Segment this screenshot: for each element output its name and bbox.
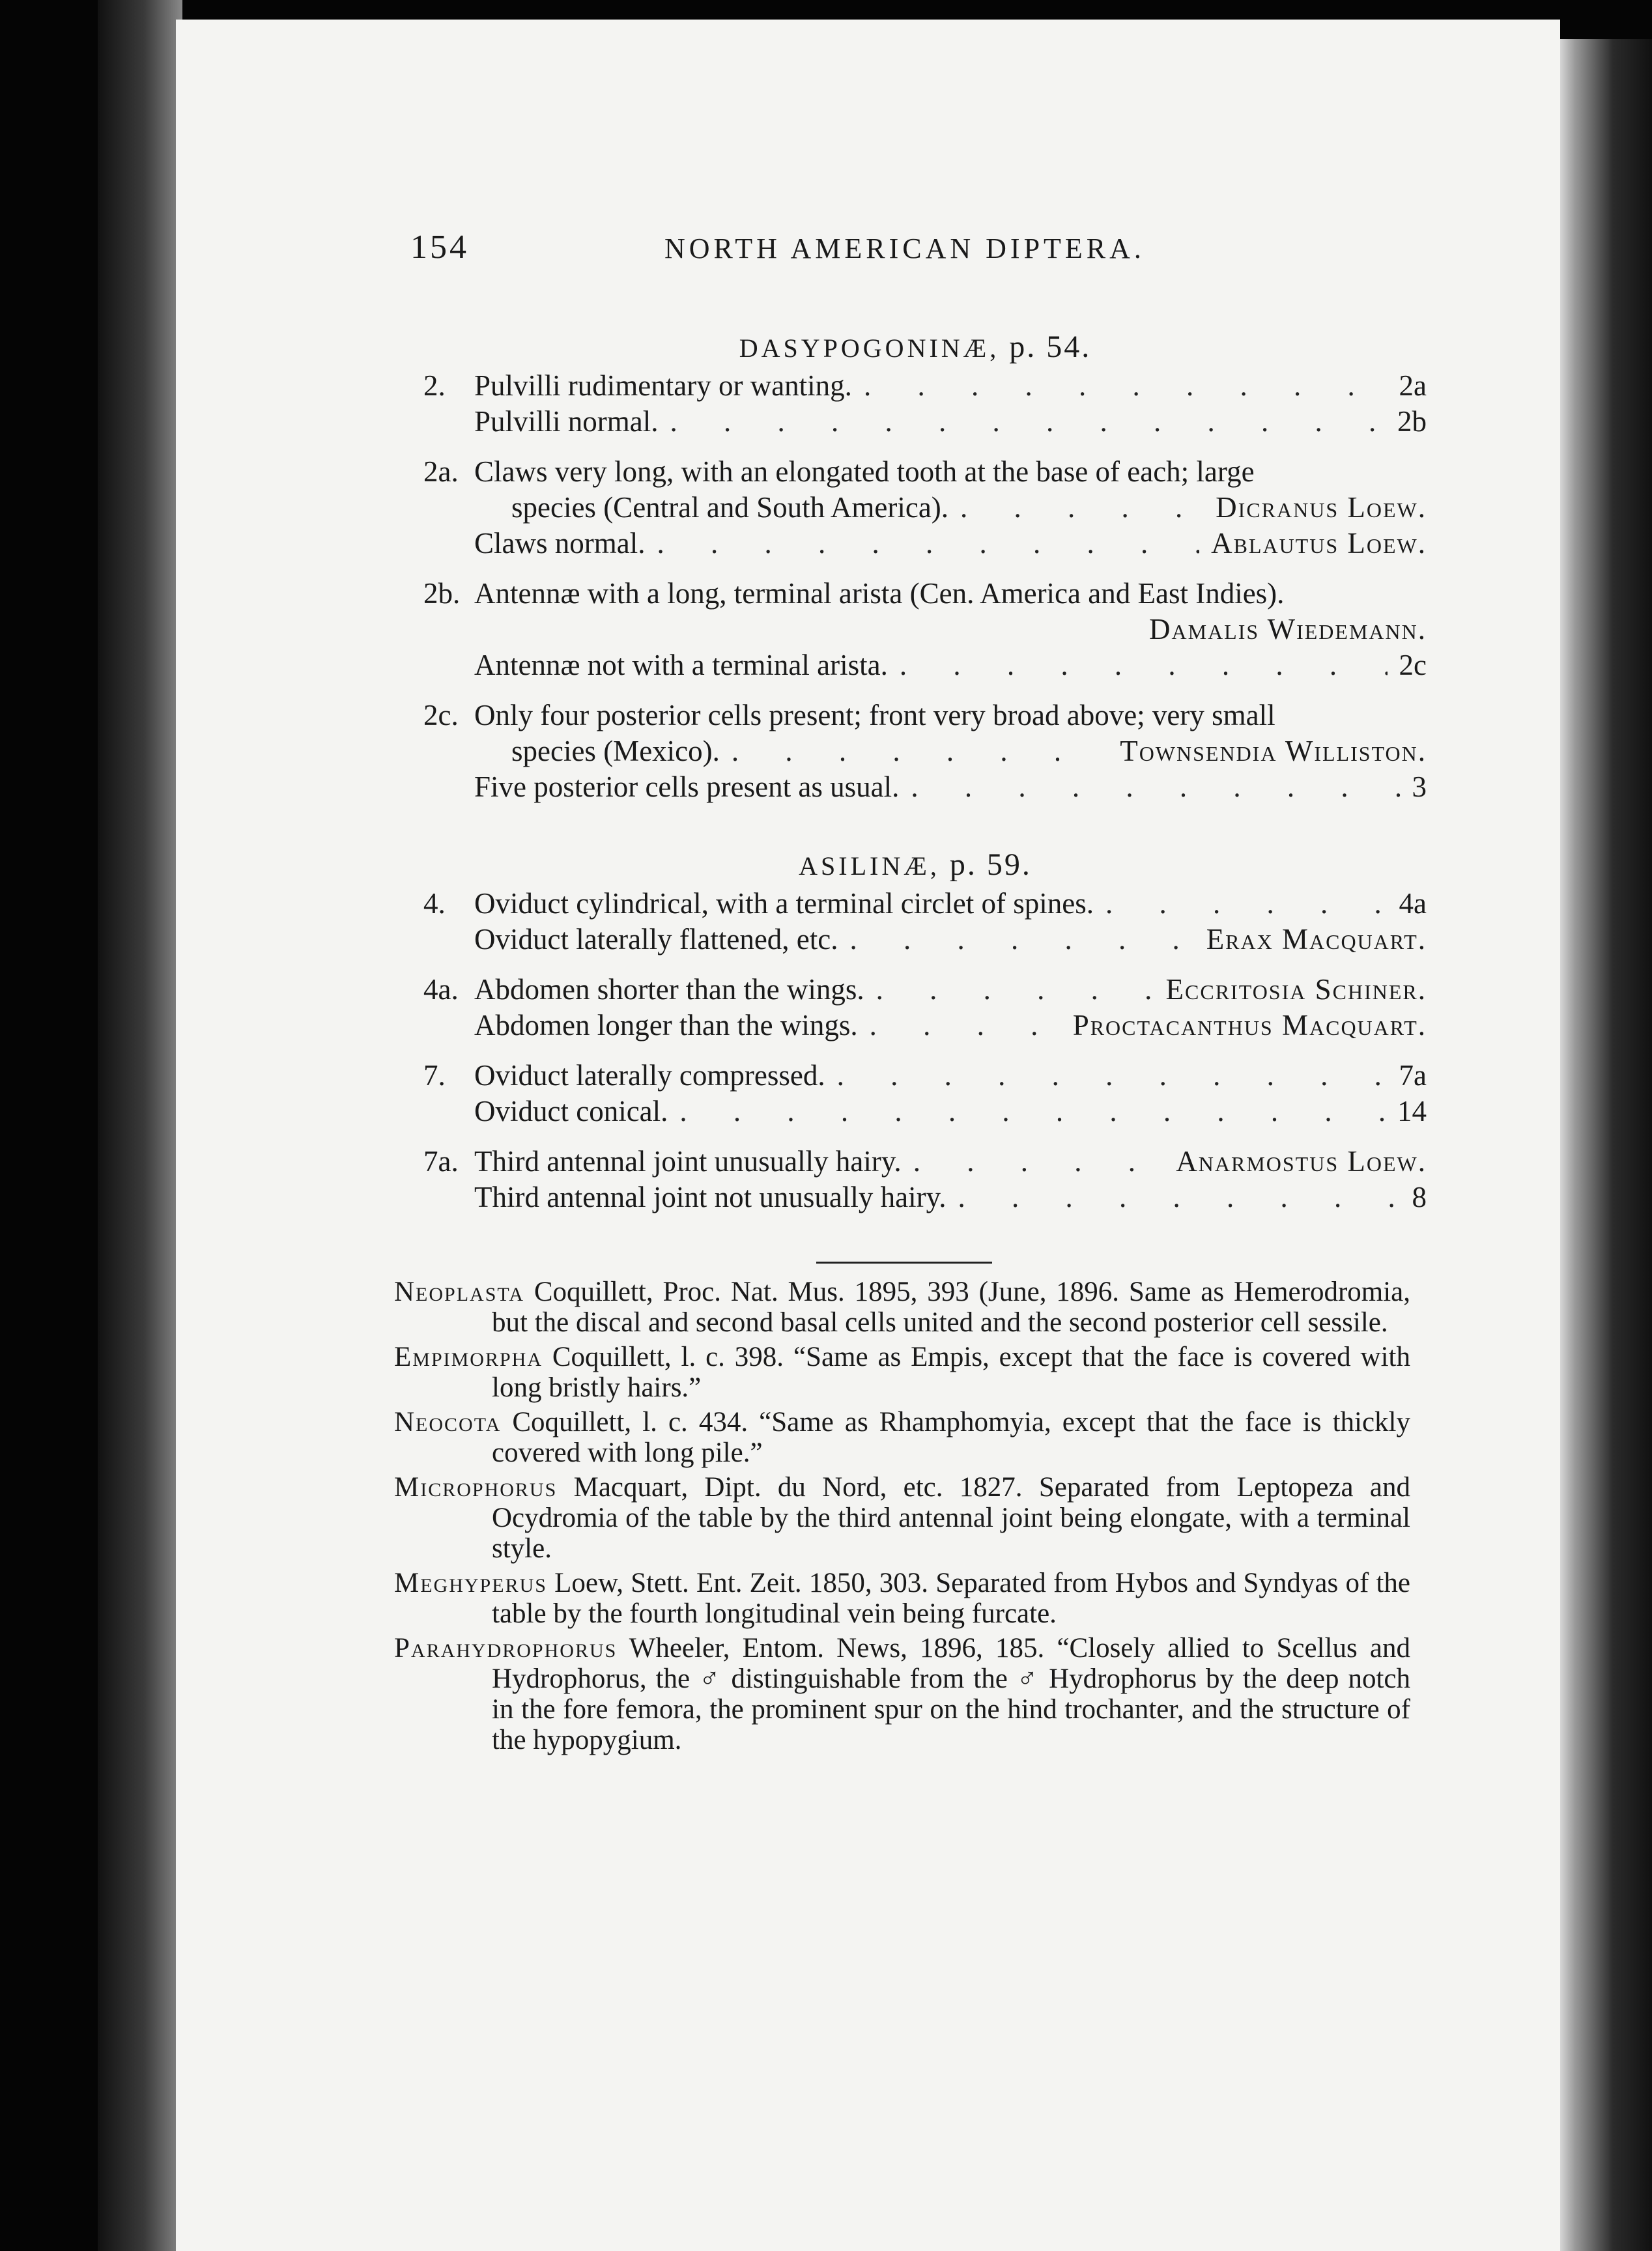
key-line	[423, 368, 1427, 404]
genus-name: Damalis Wiedemann.	[1149, 613, 1427, 645]
couplet-text: Abdomen shorter than the wings.	[474, 973, 864, 1006]
key-line	[423, 526, 1427, 561]
couplet-target: 7a	[1399, 1059, 1427, 1092]
key-line	[423, 454, 1427, 490]
key-line	[423, 1180, 1427, 1215]
key-line	[423, 612, 1427, 647]
dot-leader	[864, 368, 1388, 404]
couplet-text: Claws normal.	[474, 527, 646, 559]
couplet-target: 4a	[1399, 887, 1427, 920]
couplet-number: 2.	[423, 369, 446, 402]
key-entry	[423, 454, 1427, 561]
couplet-target: 8	[1412, 1181, 1427, 1213]
couplet-text: Only four posterior cells present; front very broad above; very small	[474, 699, 1275, 731]
key-entry	[423, 972, 1427, 1043]
couplet-number: 2c.	[423, 699, 459, 731]
couplet-target: 3	[1412, 771, 1427, 803]
page-header	[410, 228, 1401, 280]
book-edge-right	[1556, 39, 1652, 2251]
dot-leader	[876, 972, 1154, 1008]
dot-leader	[1105, 886, 1388, 922]
genus-name: Parahydrophorus	[394, 1633, 618, 1663]
note-text: Coquillett, l. c. 434. “Same as Rhamphomyia, except that the face is thickly covered with long pile.”	[492, 1407, 1410, 1468]
couplet-target: 2b	[1397, 405, 1427, 438]
note-text: Coquillett, Proc. Nat. Mus. 1895, 393 (June, 1896. Same as Hemerodromia, but the discal and second basal cells united and the second posterior cell sessile.	[492, 1277, 1410, 1338]
note-text: Loew, Stett. Ent. Zeit. 1850, 303. Separated from Hybos and Syndyas of the table by the fourth longitudinal vein being furcate.	[492, 1568, 1410, 1629]
couplet-text: Pulvilli rudimentary or wanting.	[474, 369, 852, 402]
key-line	[423, 490, 1427, 526]
couplet-text: Abdomen longer than the wings.	[474, 1009, 858, 1041]
key-line	[423, 1058, 1427, 1094]
key-line	[423, 576, 1427, 612]
key-line	[423, 1094, 1427, 1129]
key-line	[423, 922, 1427, 957]
running-title: NORTH AMERICAN DIPTERA.	[664, 233, 1145, 264]
couplet-text: Antennæ not with a terminal arista.	[474, 649, 888, 681]
dot-leader	[657, 526, 1199, 561]
key-entry	[423, 576, 1427, 683]
section-divider-rule	[816, 1262, 992, 1264]
key-line	[423, 769, 1427, 805]
note-text: Wheeler, Entom. News, 1896, 185. “Closely allied to Scellus and Hydrophorus, the ♂ distinguishable from the ♂ Hydrophorus by the deep notch in the fore femora, the prominent spur on the hind trochanter, and the structure of the hypopygium.	[492, 1633, 1410, 1755]
genus-note	[394, 1633, 1410, 1755]
couplet-text: species (Central and South America).	[511, 491, 949, 524]
couplet-text: Third antennal joint unusually hairy.	[474, 1145, 902, 1178]
dot-leader	[900, 647, 1388, 683]
key-section-dasypogoninae	[423, 368, 1427, 819]
dot-leader	[911, 769, 1400, 805]
couplet-number: 4.	[423, 887, 446, 920]
dot-leader	[960, 490, 1204, 526]
genus-name: Eccritosia Schiner.	[1165, 973, 1427, 1006]
couplet-number: 7.	[423, 1059, 446, 1092]
note-text: Coquillett, l. c. 398. “Same as Empis, except that the face is covered with long bristly hairs.”	[492, 1342, 1410, 1403]
key-line	[423, 404, 1427, 440]
section-title-dasypogoninae	[410, 329, 1420, 365]
dot-leader	[870, 1008, 1061, 1043]
genus-note	[394, 1277, 1410, 1338]
dot-leader	[670, 404, 1386, 440]
couplet-text: species (Mexico).	[511, 735, 720, 767]
couplet-text: Oviduct cylindrical, with a terminal circlet of spines.	[474, 887, 1094, 920]
dot-leader	[850, 922, 1195, 957]
genus-name: Neoplasta	[394, 1277, 524, 1307]
section-title-ref: p. 54.	[1009, 330, 1092, 364]
section-title-ref: p. 59.	[949, 847, 1032, 882]
genus-name: Anarmostus Loew.	[1176, 1145, 1427, 1178]
couplet-text: Claws very long, with an elongated tooth at the base of each; large	[474, 455, 1255, 488]
couplet-number: 7a.	[423, 1145, 459, 1178]
couplet-target: 14	[1397, 1095, 1427, 1127]
section-title-caps: DASYPOGONINÆ,	[739, 333, 1000, 363]
genus-name: Dicranus Loew.	[1216, 491, 1427, 524]
key-line	[423, 1008, 1427, 1043]
key-entry	[423, 698, 1427, 805]
key-line	[423, 647, 1427, 683]
dot-leader	[958, 1180, 1400, 1215]
couplet-target: 2a	[1399, 369, 1427, 402]
genus-note	[394, 1342, 1410, 1403]
genus-name: Neocota	[394, 1407, 502, 1437]
couplet-number: 2a.	[423, 455, 459, 488]
couplet-target: 2c	[1399, 649, 1427, 681]
dot-leader	[732, 733, 1108, 769]
key-line	[423, 972, 1427, 1008]
couplet-number: 2b.	[423, 577, 461, 610]
section-title-asilinae	[410, 847, 1420, 883]
section-title-caps: ASILINÆ,	[799, 851, 940, 881]
key-entry	[423, 1144, 1427, 1215]
genus-name: Meghyperus	[394, 1568, 547, 1598]
genus-notes	[394, 1277, 1410, 1759]
dot-leader	[913, 1144, 1165, 1180]
genus-name: Townsendia Williston.	[1120, 735, 1427, 767]
page-number: 154	[410, 229, 469, 266]
couplet-text: Oviduct laterally flattened, etc.	[474, 923, 838, 956]
genus-name: Ablautus Loew.	[1211, 527, 1427, 559]
genus-name: Erax Macquart.	[1206, 923, 1427, 956]
couplet-text: Antennæ with a long, terminal arista (Cen. America and East Indies).	[474, 577, 1285, 610]
dot-leader	[837, 1058, 1388, 1094]
key-entry	[423, 368, 1427, 440]
couplet-text: Oviduct laterally compressed.	[474, 1059, 825, 1092]
genus-name: Proctacanthus Macquart.	[1072, 1009, 1427, 1041]
genus-name: Empimorpha	[394, 1342, 543, 1372]
couplet-text: Pulvilli normal.	[474, 405, 659, 438]
key-entry	[423, 1058, 1427, 1129]
key-line	[423, 733, 1427, 769]
key-section-asilinae	[423, 886, 1427, 1230]
key-line	[423, 1144, 1427, 1180]
key-line	[423, 886, 1427, 922]
genus-note	[394, 1407, 1410, 1468]
couplet-text: Third antennal joint not unusually hairy.	[474, 1181, 947, 1213]
genus-note	[394, 1472, 1410, 1564]
key-line	[423, 698, 1427, 733]
key-entry	[423, 886, 1427, 957]
note-text: Macquart, Dipt. du Nord, etc. 1827. Separated from Leptopeza and Ocydromia of the table by the third antennal joint being elongate, with a terminal style.	[492, 1472, 1410, 1564]
dot-leader	[679, 1094, 1386, 1129]
couplet-text: Oviduct conical.	[474, 1095, 668, 1127]
couplet-text: Five posterior cells present as usual.	[474, 771, 900, 803]
couplet-number: 4a.	[423, 973, 459, 1006]
book-spine-left	[98, 0, 182, 2251]
genus-note	[394, 1568, 1410, 1629]
genus-name: Microphorus	[394, 1472, 558, 1503]
